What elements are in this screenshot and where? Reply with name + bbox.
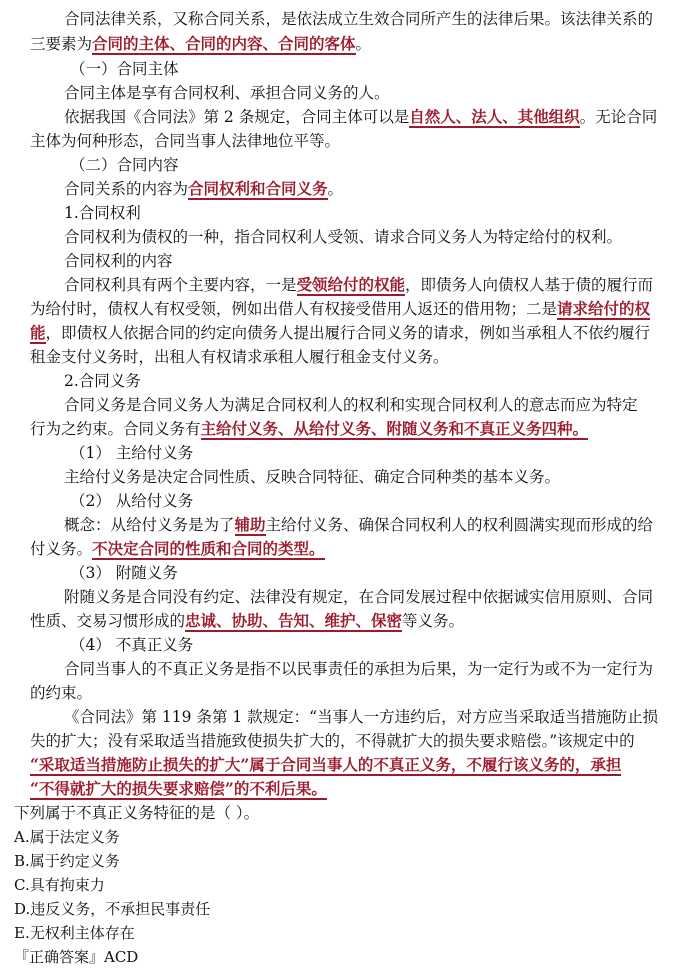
line-text: 为给付时，债权人有权受领，例如出借人有权接受借用人返还的借用物；二是 [30, 300, 558, 318]
line-text: A.属于法定义务 [14, 828, 120, 846]
text-line [14, 946, 138, 968]
line-text: 合同权利的内容 [64, 252, 173, 270]
highlighted-key-phrase: 能 [30, 323, 46, 342]
line-text: 『正确答案』ACD [14, 948, 139, 966]
text-line [30, 778, 327, 800]
line-text: 1.合同权利 [64, 204, 141, 222]
line-text: 主给付义务是决定合同性质、反映合同特征、确定合同种类的基本义务。 [64, 468, 561, 486]
line-text: 合同义务是合同义务人为满足合同权利人的权利和实现合同权利人的意志而应为特定 [64, 396, 638, 414]
text-line [14, 802, 259, 824]
line-text: 合同法律关系，又称合同关系，是依法成立生效合同所产生的法律后果。该法律关系的 [64, 10, 654, 28]
highlighted-key-phrase: 自然人、法人、其他组织 [409, 107, 580, 126]
text-line [30, 730, 635, 752]
text-line [70, 442, 193, 464]
line-text: 《合同法》第 119 条第 1 款规定：“当事人一方违约后，对方应当采取适当措施防止损 [64, 708, 659, 726]
line-text: ，即债权人依据合同的约定向债务人提出履行合同义务的请求，例如当承租人不依约履行 [45, 324, 651, 342]
text-line [30, 33, 371, 55]
line-text: 下列属于不真正义务特征的是（ ）。 [14, 804, 260, 822]
line-text: 主给付义务、确保合同权利人的权利圆满实现而形成的给 [265, 516, 654, 534]
text-line [70, 154, 179, 176]
text-line [64, 202, 141, 224]
line-text: （1） 主给付义务 [70, 444, 194, 462]
line-text: 。 [327, 180, 344, 198]
text-line [30, 298, 650, 320]
highlighted-key-phrase: 主给付义务、从给付义务、附随义务和不真正义务四种。 [200, 419, 589, 438]
text-line [14, 850, 120, 872]
line-text: 。 [355, 35, 372, 53]
line-text: 合同当事人的不真正义务是指不以民事责任的承担为后果，为一定行为或不为一定行为 [64, 660, 654, 678]
text-line [70, 490, 193, 512]
text-line [64, 8, 653, 30]
line-text: 依据我国《合同法》第 2 条规定，合同主体可以是 [64, 108, 410, 126]
text-line [64, 274, 653, 296]
line-text: （一）合同主体 [70, 60, 179, 78]
text-line [14, 898, 210, 920]
text-line [30, 754, 621, 776]
highlighted-key-phrase: 请求给付的权 [557, 299, 651, 318]
text-line [64, 706, 658, 728]
text-line [64, 658, 653, 680]
line-text: 等义务。 [402, 612, 465, 630]
line-text: 合同权利为债权的一种，指合同权利人受领、请求合同义务人为特定给付的权利。 [64, 228, 623, 246]
text-line [64, 370, 141, 392]
line-text: 2.合同义务 [64, 372, 141, 390]
highlighted-key-phrase: 合同的主体、合同的内容、合同的客体 [92, 34, 356, 53]
line-text: （2） 从给付义务 [70, 492, 194, 510]
text-line [70, 58, 179, 80]
line-text: 行为之约束。合同义务有 [30, 420, 201, 438]
highlighted-key-phrase: “不得就扩大的损失要求赔偿”的不利后果。 [30, 779, 327, 798]
text-line [14, 922, 135, 944]
line-text: 性质、交易习惯形成的 [30, 612, 186, 630]
highlighted-key-phrase: 合同权利和合同义务 [188, 179, 328, 198]
text-line [64, 466, 560, 488]
text-line [64, 178, 343, 200]
text-line [30, 610, 464, 632]
line-text: 租金支付义务时，出租人有权请求承租人履行租金支付义务。 [30, 348, 449, 366]
line-text: 合同权利具有两个主要内容，一是 [64, 276, 297, 294]
text-line [64, 226, 622, 248]
line-text: 合同主体是享有合同权利、承担合同义务的人。 [64, 84, 390, 102]
text-line [64, 250, 173, 272]
line-text: B.属于约定义务 [14, 852, 120, 870]
line-text: （3） 附随义务 [70, 564, 178, 582]
text-line [30, 418, 588, 440]
line-text: C.具有拘束力 [14, 876, 105, 894]
line-text: （4） 不真正义务 [70, 636, 194, 654]
line-text: 主体为何种形态，合同当事人法律地位平等。 [30, 132, 341, 150]
text-line [30, 346, 449, 368]
text-line [30, 130, 340, 152]
text-line [64, 514, 653, 536]
text-line [14, 874, 105, 896]
line-text: （二）合同内容 [70, 156, 179, 174]
text-line [64, 586, 653, 608]
line-text: 付义务。 [30, 540, 93, 558]
text-line [30, 322, 650, 344]
line-text: 。无论合同 [579, 108, 658, 126]
line-text: D.违反义务，不承担民事责任 [14, 900, 211, 918]
text-line [14, 826, 120, 848]
text-line [70, 634, 193, 656]
line-text: 三要素为 [30, 35, 93, 53]
text-line [64, 106, 657, 128]
text-line [64, 82, 390, 104]
line-text: 概念：从给付义务是为了 [64, 516, 235, 534]
line-text: ，即债务人向债权人基于债的履行而 [405, 276, 654, 294]
line-text: 的约束。 [30, 684, 93, 702]
text-line [64, 394, 638, 416]
highlighted-key-phrase: 辅助 [234, 515, 266, 534]
line-text: 附随义务是合同没有约定、法律没有规定，在合同发展过程中依据诚实信用原则、合同 [64, 588, 654, 606]
text-line [30, 538, 325, 560]
line-text: E.无权利主体存在 [14, 924, 135, 942]
highlighted-key-phrase: 忠诚、协助、告知、维护、保密 [185, 611, 403, 630]
highlighted-key-phrase: 受领给付的权能 [296, 275, 406, 294]
text-line [30, 682, 92, 704]
text-line [70, 562, 178, 584]
line-text: 失的扩大；没有采取适当措施致使损失扩大的，不得就扩大的损失要求赔偿。”该规定中的 [30, 732, 635, 750]
line-text: 合同关系的内容为 [64, 180, 189, 198]
highlighted-key-phrase: “采取适当措施防止损失的扩大”属于合同当事人的不真正义务，不履行该义务的，承担 [30, 755, 622, 774]
highlighted-key-phrase: 不决定合同的性质和合同的类型。 [92, 539, 325, 558]
